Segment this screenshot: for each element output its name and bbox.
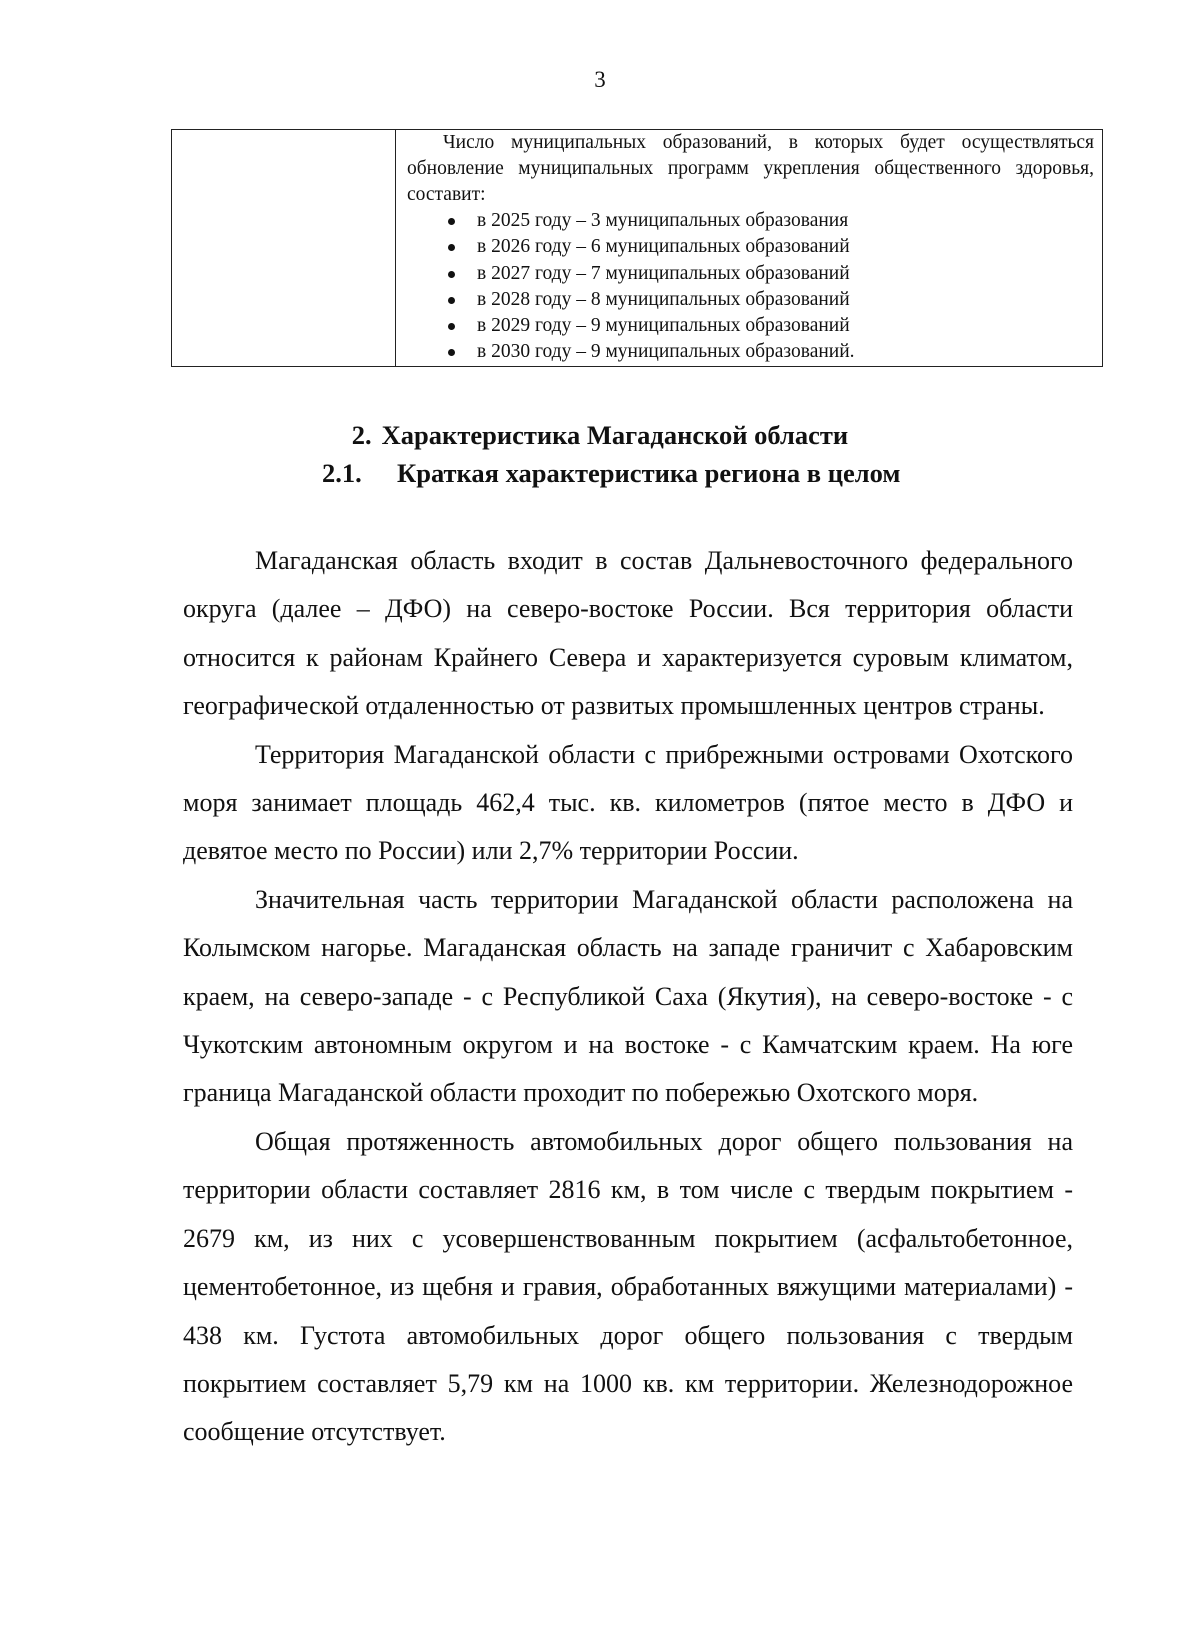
list-item: в 2028 году – 8 муниципальных образований — [445, 287, 1094, 313]
page-number: 3 — [594, 67, 606, 92]
targets-list — [407, 208, 1094, 366]
list-item: в 2026 году – 6 муниципальных образований — [445, 234, 1094, 260]
list-item: в 2025 году – 3 муниципальных образования — [445, 208, 1094, 234]
paragraph: Магаданская область входит в состав Дальневосточного федерального округа (далее – ДФО) на северо-востоке России. Вся территория области относится к районам Крайнего Севера и характеризуется суровым климатом, географической отдаленностью от развитых промышленных центров страны. — [183, 546, 1073, 721]
section-title: Характеристика Магаданской области — [381, 420, 849, 450]
body-text — [183, 537, 1073, 1457]
table-content-cell — [396, 130, 1103, 367]
table-intro-text: Число муниципальных образований, в которых будет осуществляться обновление муниципальных программ укрепления общественного здоровья, составит: — [407, 132, 1094, 205]
paragraph: Значительная часть территории Магаданской области расположена на Колымском нагорье. Магаданская область на западе граничит с Хабаровским краем, на северо-западе - с Республикой Саха (Якутия), на северо-востоке - с Чукотским автономным округом и на востоке - с Камчатским краем. На юге граница Магаданской области проходит по побережью Охотского моря. — [183, 884, 1073, 1108]
subsection-title: Краткая характеристика региона в целом — [397, 458, 901, 488]
list-item: в 2029 году – 9 муниципальных образований — [445, 313, 1094, 339]
list-item: в 2027 году – 7 муниципальных образований — [445, 261, 1094, 287]
subsection-number: 2.1. — [322, 458, 362, 488]
paragraph: Общая протяженность автомобильных дорог общего пользования на территории области составляет 2816 км, в том числе с твердым покрытием - 2679 км, из них с усовершенствованным покрытием (асфальтобетонное, цементобетонное, из щебня и гравия, обработанных вяжущими материалами) - 438 км. Густота автомобильных дорог общего пользования с твердым покрытием составляет 5,79 км на 1000 кв. км территории. Железнодорожное сообщение отсутствует. — [183, 1126, 1073, 1447]
table-label-cell — [172, 130, 396, 367]
paragraph: Территория Магаданской области с прибрежными островами Охотского моря занимает площадь 462,4 тыс. кв. километров (пятое место в ДФО и девятое место по России) или 2,7% территории России. — [183, 739, 1073, 866]
subsection-heading — [322, 456, 900, 490]
section-number: 2. — [351, 420, 372, 450]
table-row — [172, 130, 1103, 367]
targets-table — [171, 129, 1103, 367]
list-item: в 2030 году – 9 муниципальных образований. — [445, 339, 1094, 365]
section-heading — [0, 418, 1200, 452]
